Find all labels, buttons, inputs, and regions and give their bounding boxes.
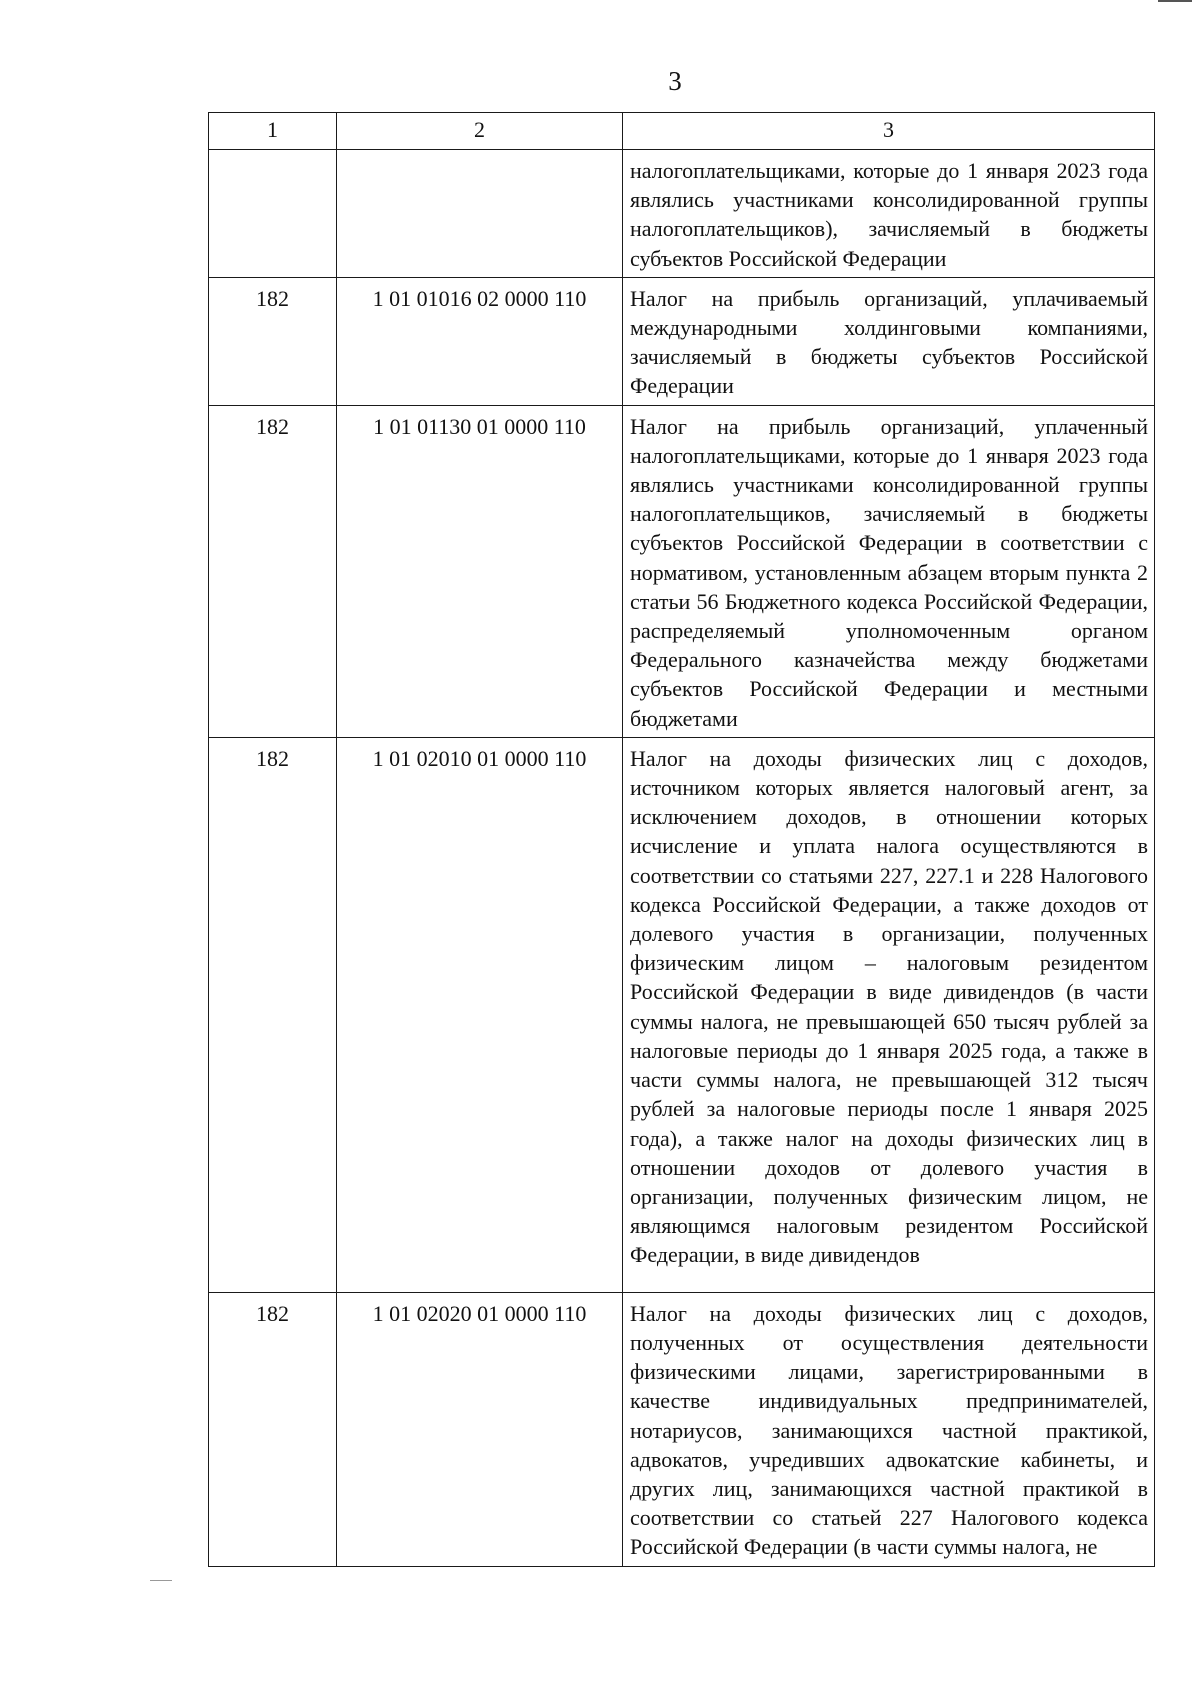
budget-code-cell: 1 01 01016 02 0000 110: [337, 277, 623, 405]
table-row: [209, 1292, 1155, 1566]
budget-code-cell: 1 01 02010 01 0000 110: [337, 737, 623, 1292]
table-row: [209, 150, 1155, 278]
table-row: [209, 277, 1155, 405]
table-header-row: [209, 113, 1155, 150]
admin-code-cell: 182: [209, 405, 337, 737]
column-header-1: 1: [209, 113, 337, 150]
table-row: [209, 405, 1155, 737]
scan-edge-mark: [1158, 0, 1192, 12]
budget-code-cell: 1 01 01130 01 0000 110: [337, 405, 623, 737]
column-header-2: 2: [337, 113, 623, 150]
description-cell: Налог на доходы физических лиц с доходов, источником которых является налоговый агент, за исключением доходов, в отношении которых исчисление и уплата налога осуществляются в соответствии со статьями 227, 227.1 и 228 Налогового кодекса Российской Федерации, а также доходов от долевого участия в организации, полученных физическим лицом – налоговым резидентом Российской Федерации в виде дивидендов (в части суммы налога, не превышающей 650 тысяч рублей за налоговые периоды до 1 января 2025 года, а также в части суммы налога, не превышающей 312 тысяч рублей за налоговые периоды после 1 января 2025 года), а также налог на доходы физических лиц в отношении доходов от долевого участия в организации, полученных физическим лицом, не являющимся налоговым резидентом Российской Федерации, в виде дивидендов: [623, 737, 1155, 1292]
column-header-3: 3: [623, 113, 1155, 150]
admin-code-cell: 182: [209, 1292, 337, 1566]
budget-codes-table: [208, 112, 1155, 1567]
scan-dust-mark: [150, 1580, 172, 1581]
description-cell: налогоплательщиками, которые до 1 января 2023 года являлись участниками консолидированной группы налогоплательщиков), зачисляемый в бюджеты субъектов Российской Федерации: [623, 150, 1155, 278]
admin-code-cell: 182: [209, 737, 337, 1292]
admin-code-cell: [209, 150, 337, 278]
page-number: 3: [668, 66, 682, 96]
description-cell: Налог на доходы физических лиц с доходов, полученных от осуществления деятельности физическими лицами, зарегистрированными в качестве индивидуальных предпринимателей, нотариусов, занимающихся частной практикой, адвокатов, учредивших адвокатские кабинеты, и других лиц, занимающихся частной практикой в соответствии со статьей 227 Налогового кодекса Российской Федерации (в части суммы налога, не: [623, 1292, 1155, 1566]
admin-code-cell: 182: [209, 277, 337, 405]
budget-code-cell: 1 01 02020 01 0000 110: [337, 1292, 623, 1566]
budget-code-cell: [337, 150, 623, 278]
description-cell: Налог на прибыль организаций, уплаченный налогоплательщиками, которые до 1 января 2023 года являлись участниками консолидированной группы налогоплательщиков, зачисляемый в бюджеты субъектов Российской Федерации в соответствии с нормативом, установленным абзацем вторым пункта 2 статьи 56 Бюджетного кодекса Российской Федерации, распределяемый уполномоченным органом Федерального казначейства между бюджетами субъектов Российской Федерации и местными бюджетами: [623, 405, 1155, 737]
table-row: [209, 737, 1155, 1292]
description-cell: Налог на прибыль организаций, уплачиваемый международными холдинговыми компаниями, зачисляемый в бюджеты субъектов Российской Федерации: [623, 277, 1155, 405]
